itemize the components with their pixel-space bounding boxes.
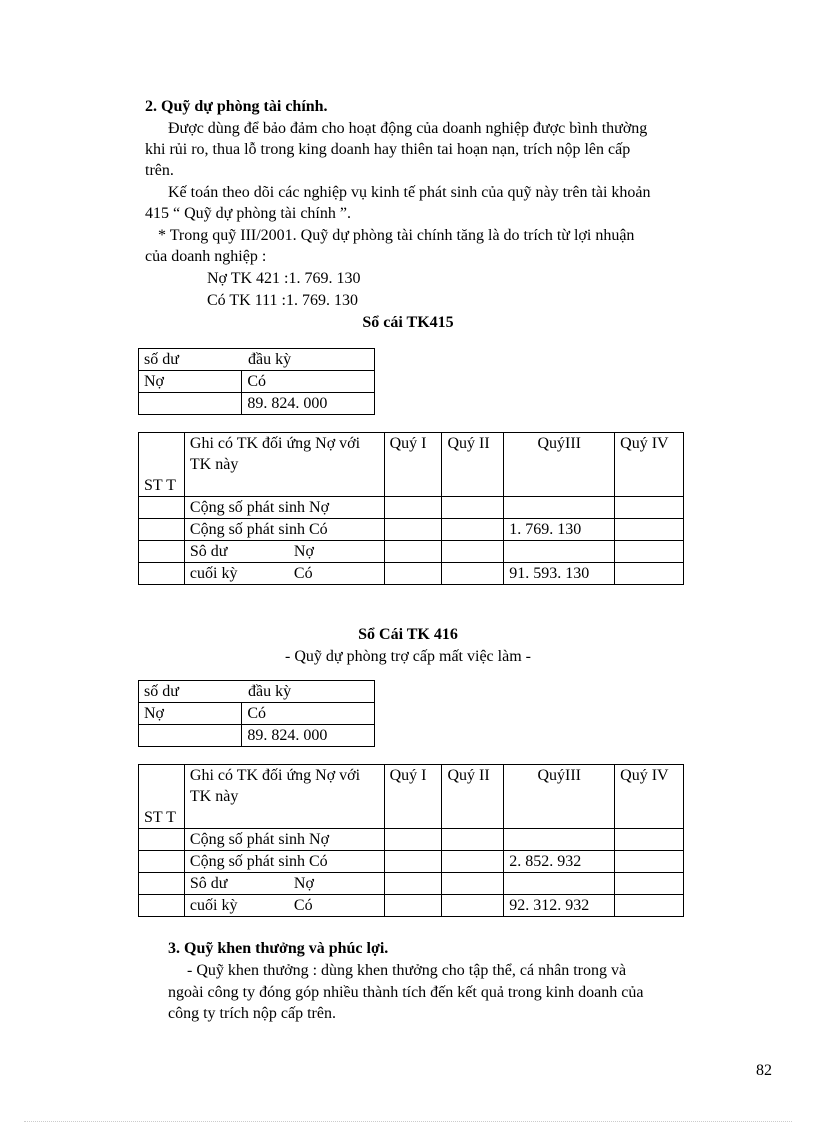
table-row — [139, 497, 684, 519]
section2-paragraph3-line1: * Trong quỹ III/2001. Quỹ dự phòng tài chính tăng là do trích từ lợi nhuận — [158, 227, 635, 244]
closing-balance-debit-cell — [184, 541, 384, 563]
section3-line1: - Quỹ khen thưởng : dùng khen thưởng cho tập thể, cá nhân trong và — [187, 962, 627, 979]
table-row — [139, 895, 684, 917]
period-start-label: đầu kỳ — [248, 351, 292, 368]
debit-total-label: Cộng số phát sinh Nợ — [184, 497, 384, 519]
credit-total-q3: 2. 852. 932 — [504, 851, 615, 873]
journal-entry-credit: Có TK 111 :1. 769. 130 — [207, 292, 358, 309]
credit-label: Có — [242, 371, 375, 393]
empty-cell — [384, 497, 442, 519]
credit-total-label: Cộng số phát sinh Có — [184, 851, 384, 873]
table-row — [139, 829, 684, 851]
closing-balance-label: Sô dư — [189, 875, 228, 892]
ledger415-title: Sổ cái TK415 — [362, 314, 454, 331]
closing-balance-credit-cell — [184, 563, 384, 585]
empty-cell — [139, 519, 185, 541]
empty-cell — [504, 541, 615, 563]
period-end-label: cuối kỳ — [189, 565, 238, 582]
empty-cell — [504, 497, 615, 519]
ledger415-quarterly-table — [138, 432, 684, 585]
table-row — [139, 873, 684, 895]
empty-cell — [384, 851, 442, 873]
table-row — [139, 349, 375, 371]
empty-cell — [615, 829, 684, 851]
opening-balance-header-cell — [139, 349, 375, 371]
closing-debit-label: Nợ — [293, 875, 314, 892]
empty-cell — [442, 563, 504, 585]
section2-paragraph3-line2: của doanh nghiệp : — [145, 248, 267, 265]
table-row — [139, 851, 684, 873]
section2-paragraph2-line1: Kế toán theo dõi các nghiệp vụ kinh tế phát sinh của quỹ này trên tài khoản — [168, 184, 651, 201]
table-header-row — [139, 433, 684, 497]
section2-paragraph1-line1: Được dùng để bảo đảm cho hoạt động của doanh nghiệp được bình thường — [168, 120, 648, 137]
table-row — [139, 681, 375, 703]
empty-cell — [615, 895, 684, 917]
section2-paragraph2-line2: 415 “ Quỹ dự phòng tài chính ”. — [145, 205, 351, 222]
credit-value: 89. 824. 000 — [242, 725, 375, 747]
empty-cell — [442, 541, 504, 563]
empty-cell — [139, 497, 185, 519]
table-row — [139, 371, 375, 393]
ledger415-opening-balance-table — [138, 348, 375, 415]
opening-balance-header-cell — [139, 681, 375, 703]
closing-balance-debit-cell — [184, 873, 384, 895]
empty-cell — [139, 829, 185, 851]
empty-cell — [615, 519, 684, 541]
credit-total-q3: 1. 769. 130 — [504, 519, 615, 541]
account-header: Ghi có TK đối ứng Nợ với TK này — [184, 433, 384, 497]
empty-cell — [139, 873, 185, 895]
empty-cell — [384, 541, 442, 563]
q4-header: Quý IV — [615, 433, 684, 497]
closing-credit-label: Có — [293, 565, 313, 582]
section2-paragraph1-line3: trên. — [145, 162, 174, 179]
empty-cell — [442, 497, 504, 519]
debit-label: Nợ — [139, 371, 242, 393]
table-row — [139, 703, 375, 725]
closing-balance-label: Sô dư — [189, 543, 228, 560]
closing-credit-q3: 92. 312. 932 — [504, 895, 615, 917]
table-row — [139, 393, 375, 415]
q2-header: Quý II — [442, 765, 504, 829]
empty-cell — [139, 895, 185, 917]
empty-cell — [615, 563, 684, 585]
q2-header: Quý II — [442, 433, 504, 497]
empty-cell — [615, 851, 684, 873]
section3-line2: ngoài công ty đóng góp nhiều thành tích đến kết quả trong kinh doanh của — [168, 984, 644, 1001]
debit-label: Nợ — [139, 703, 242, 725]
table-header-row — [139, 765, 684, 829]
q1-header: Quý I — [384, 765, 442, 829]
empty-cell — [504, 829, 615, 851]
empty-cell — [442, 851, 504, 873]
account-header: Ghi có TK đối ứng Nợ với TK này — [184, 765, 384, 829]
empty-cell — [384, 895, 442, 917]
credit-total-label: Cộng số phát sinh Có — [184, 519, 384, 541]
stt-header: ST T — [139, 433, 185, 497]
ledger416-title: Sổ Cái TK 416 — [358, 626, 458, 643]
empty-cell — [384, 519, 442, 541]
section2-paragraph1-line2: khi rủi ro, thua lỗ trong king doanh hay thiên tai hoạn nạn, trích nộp lên cấp — [145, 141, 631, 158]
empty-cell — [442, 895, 504, 917]
empty-cell — [615, 873, 684, 895]
empty-cell — [615, 541, 684, 563]
section3-heading: 3. Quỹ khen thưởng và phúc lợi. — [168, 940, 389, 957]
credit-label: Có — [242, 703, 375, 725]
empty-cell — [139, 541, 185, 563]
section3-line3: công ty trích nộp cấp trên. — [168, 1005, 336, 1022]
table-row — [139, 519, 684, 541]
footer-divider — [24, 1121, 792, 1122]
empty-cell — [139, 563, 185, 585]
empty-cell — [442, 873, 504, 895]
credit-value: 89. 824. 000 — [242, 393, 375, 415]
ledger416-opening-balance-table — [138, 680, 375, 747]
debit-value — [139, 725, 242, 747]
q3-header: QuýIII — [504, 433, 615, 497]
ledger416-quarterly-table — [138, 764, 684, 917]
q3-header: QuýIII — [504, 765, 615, 829]
closing-debit-label: Nợ — [293, 543, 314, 560]
period-start-label: đầu kỳ — [248, 683, 292, 700]
page-number: 82 — [756, 1062, 772, 1079]
empty-cell — [504, 873, 615, 895]
empty-cell — [615, 497, 684, 519]
closing-balance-credit-cell — [184, 895, 384, 917]
debit-value — [139, 393, 242, 415]
table-row — [139, 563, 684, 585]
empty-cell — [139, 851, 185, 873]
empty-cell — [442, 519, 504, 541]
balance-label: số dư — [144, 351, 179, 368]
table-row — [139, 725, 375, 747]
stt-header: ST T — [139, 765, 185, 829]
empty-cell — [384, 873, 442, 895]
section2-heading: 2. Quỹ dự phòng tài chính. — [145, 98, 328, 115]
empty-cell — [384, 829, 442, 851]
period-end-label: cuối kỳ — [189, 897, 238, 914]
closing-credit-label: Có — [293, 897, 313, 914]
journal-entry-debit: Nợ TK 421 :1. 769. 130 — [207, 270, 361, 287]
empty-cell — [384, 563, 442, 585]
closing-credit-q3: 91. 593. 130 — [504, 563, 615, 585]
table-row — [139, 541, 684, 563]
empty-cell — [442, 829, 504, 851]
ledger416-subtitle: - Quỹ dự phòng trợ cấp mất việc làm - — [285, 648, 531, 665]
balance-label: số dư — [144, 683, 179, 700]
q4-header: Quý IV — [615, 765, 684, 829]
q1-header: Quý I — [384, 433, 442, 497]
debit-total-label: Cộng số phát sinh Nợ — [184, 829, 384, 851]
